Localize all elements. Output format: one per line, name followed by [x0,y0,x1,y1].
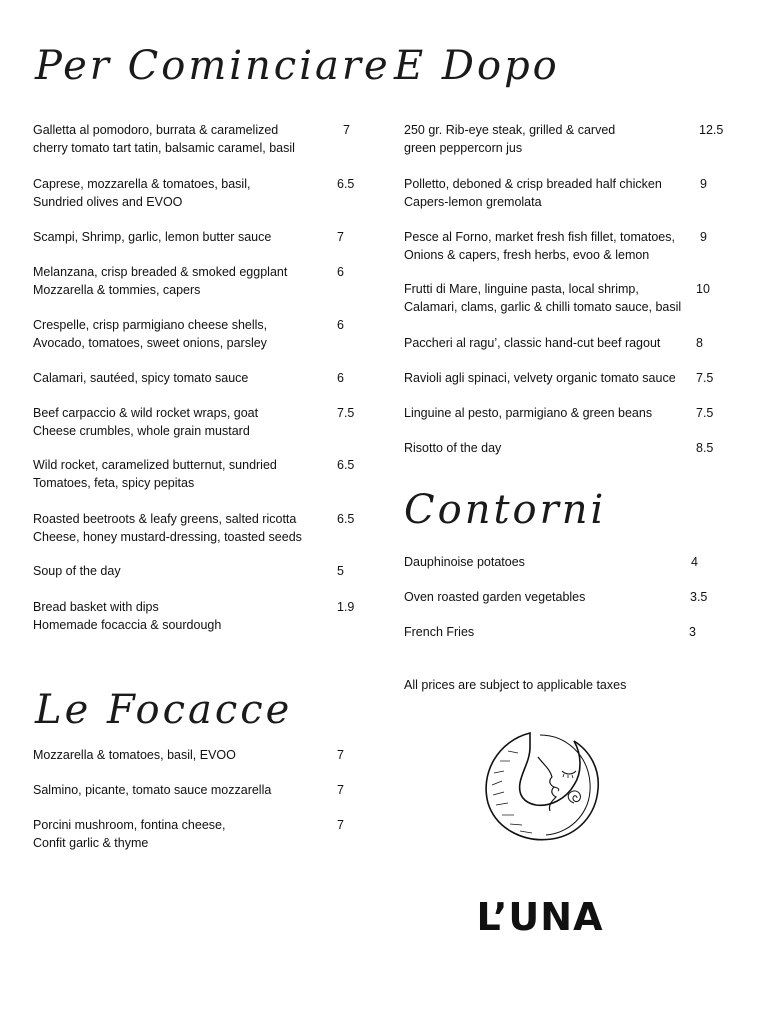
item-price: 7 [337,230,344,244]
item-price: 3 [689,625,696,639]
item-price: 7.5 [696,371,714,385]
item-price: 7 [337,818,344,832]
item-price: 7.5 [337,406,355,420]
item-description: Melanzana, crisp breaded & smoked eggplant Mozzarella & tommies, capers [33,265,288,297]
item-description: Frutti di Mare, linguine pasta, local shrimp, Calamari, clams, garlic & chilli tomato sauce, basil [404,282,682,314]
item-description: Mozzarella & tomatoes, basil, EVOO [33,748,236,762]
item-description: Bread basket with dips Homemade focaccia & sourdough [33,600,222,632]
section-title-le-focacce: Le Focacce [35,687,293,733]
item-description: Salmino, picante, tomato sauce mozzarella [33,783,272,797]
item-price: 1.9 [337,600,355,614]
item-price: 7 [337,748,344,762]
item-description: Porcini mushroom, fontina cheese, Confit garlic & thyme [33,818,226,850]
item-description: Linguine al pesto, parmigiano & green beans [404,406,653,420]
item-description: Paccheri al ragu’, classic hand-cut beef ragout [404,336,661,350]
item-description: Dauphinoise potatoes [404,555,525,569]
item-price: 9 [700,230,707,244]
item-price: 6.5 [337,177,355,191]
item-description: Scampi, Shrimp, garlic, lemon butter sauce [33,230,272,244]
item-price: 10 [696,282,710,296]
item-price: 9 [700,177,707,191]
item-price: 6 [337,371,344,385]
item-description: French Fries [404,625,475,639]
section-title-contorni: Contorni [404,487,607,533]
section-title-e-dopo: E Dopo [394,43,560,89]
tax-note: All prices are subject to applicable taxes [404,678,627,692]
brand-logo-text: L’UNA [476,895,604,939]
item-description: Polletto, deboned & crisp breaded half chicken Capers-lemon gremolata [404,177,662,209]
item-description: Risotto of the day [404,441,502,455]
item-price: 5 [337,564,344,578]
item-price: 8 [696,336,703,350]
item-price: 4 [691,555,698,569]
item-price: 8.5 [696,441,714,455]
item-price: 7 [343,123,350,137]
item-description: 250 gr. Rib-eye steak, grilled & carved green peppercorn jus [404,123,616,155]
crescent-moon-face-icon [478,725,608,845]
item-description: Crespelle, crisp parmigiano cheese shells, Avocado, tomatoes, sweet onions, parsley [33,318,268,350]
item-price: 3.5 [690,590,708,604]
item-price: 7 [337,783,344,797]
item-price: 6 [337,265,344,279]
item-description: Beef carpaccio & wild rocket wraps, goat Cheese crumbles, whole grain mustard [33,406,259,438]
item-description: Roasted beetroots & leafy greens, salted ricotta Cheese, honey mustard-dressing, toasted seeds [33,512,302,544]
item-description: Ravioli agli spinaci, velvety organic tomato sauce [404,371,676,385]
item-description: Pesce al Forno, market fresh fish fillet, tomatoes, Onions & capers, fresh herbs, evoo & lemon [404,230,675,262]
item-price: 6.5 [337,512,355,526]
item-price: 7.5 [696,406,714,420]
item-description: Oven roasted garden vegetables [404,590,586,604]
item-description: Calamari, sautéed, spicy tomato sauce [33,371,249,385]
item-description: Galletta al pomodoro, burrata & caramelized cherry tomato tart tatin, balsamic caramel, basil [33,123,295,155]
item-description: Soup of the day [33,564,121,578]
item-description: Caprese, mozzarella & tomatoes, basil, Sundried olives and EVOO [33,177,251,209]
item-price: 6.5 [337,458,355,472]
item-price: 12.5 [699,123,724,137]
item-price: 6 [337,318,344,332]
item-description: Wild rocket, caramelized butternut, sundried Tomatoes, feta, spicy pepitas [33,458,277,490]
section-title-per-cominciare: Per Cominciare [35,43,391,89]
